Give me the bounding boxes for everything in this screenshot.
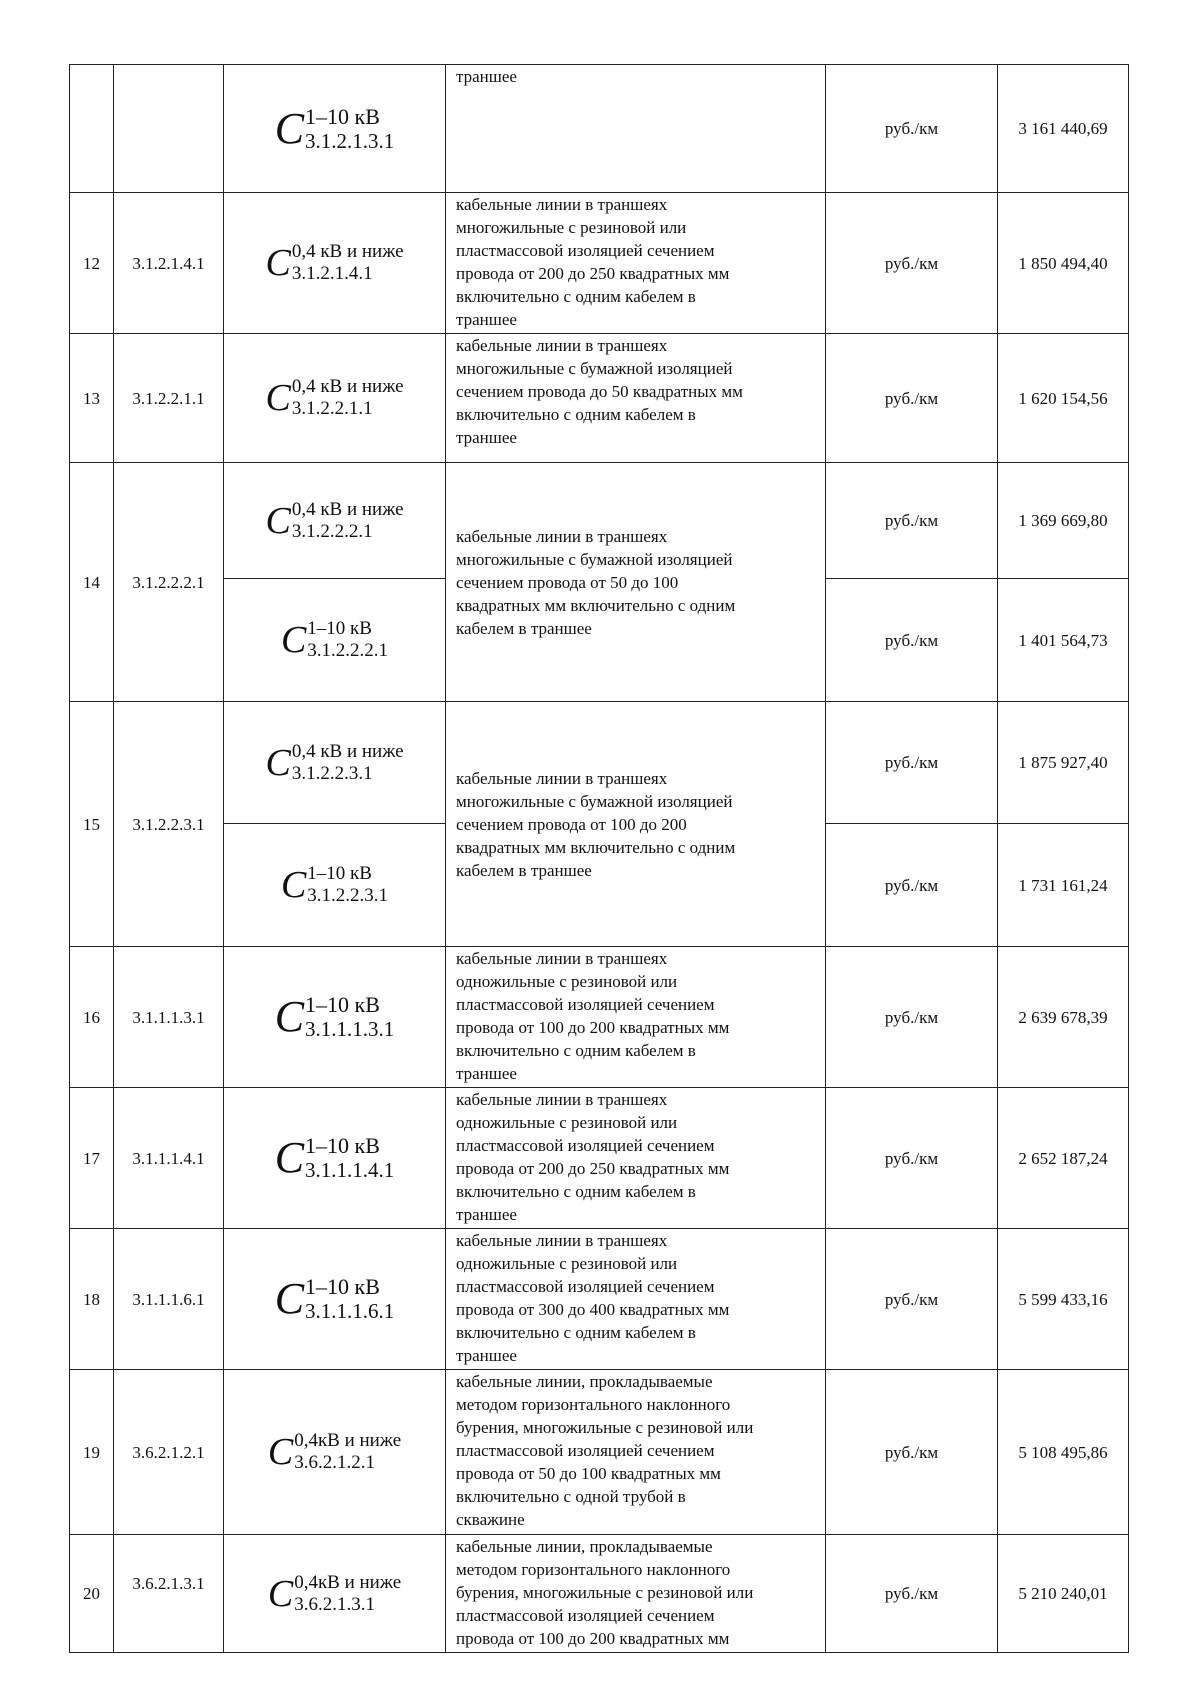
description-text: кабельные линии в траншеях многожильные с бумажной изоляцией сечением провода от 100 до 200 квадратных мм включительно с одним кабелем в траншее bbox=[456, 768, 736, 880]
rate-symbol bbox=[224, 702, 446, 824]
rate-subscript: 3.1.1.1.4.1 bbox=[305, 1158, 395, 1182]
row-code: 3.1.2.2.1.1 bbox=[114, 334, 224, 463]
rate-formula: C 1–10 кВ 3.1.1.1.6.1 bbox=[274, 1274, 395, 1323]
description-text: кабельные линии в траншеях одножильные с резиновой или пластмассовой изоляцией сечением провода от 200 до 250 квадратных мм включительно с одним кабелем в траншее bbox=[456, 1090, 730, 1224]
rate-superscript: 1–10 кВ bbox=[305, 1133, 380, 1158]
rate-superscript: 0,4 кВ и ниже bbox=[291, 740, 404, 762]
row-value: 2 639 678,39 bbox=[998, 947, 1129, 1088]
row-description bbox=[446, 1535, 826, 1653]
row-unit: руб./км bbox=[826, 1088, 998, 1229]
row-code: 3.1.2.2.2.1 bbox=[114, 463, 224, 702]
row-value: 1 369 669,80 bbox=[998, 463, 1129, 579]
rate-symbol bbox=[224, 1088, 446, 1229]
rate-subscript: 3.6.2.1.3.1 bbox=[294, 1593, 375, 1615]
rate-symbol bbox=[224, 1370, 446, 1535]
rate-formula: C 1–10 кВ 3.1.2.1.3.1 bbox=[274, 103, 395, 153]
row-value: 5 599 433,16 bbox=[998, 1229, 1129, 1370]
row-unit: руб./км bbox=[826, 334, 998, 463]
table-row bbox=[70, 1535, 1129, 1653]
table-row bbox=[70, 1088, 1129, 1229]
row-code: 3.1.1.1.6.1 bbox=[114, 1229, 224, 1370]
description-text: кабельные линии в траншеях многожильные с резиновой или пластмассовой изоляцией сечением провода от 200 до 250 квадратных мм включительно с одним кабелем в траншее bbox=[456, 195, 730, 329]
row-number: 17 bbox=[70, 1088, 114, 1229]
rate-superscript: 0,4 кВ и ниже bbox=[291, 376, 404, 397]
row-code: 3.6.2.1.2.1 bbox=[114, 1370, 224, 1535]
row-unit: руб./км bbox=[826, 947, 998, 1088]
row-unit: руб./км bbox=[826, 463, 998, 579]
row-code bbox=[114, 1535, 224, 1653]
row-value: 5 108 495,86 bbox=[998, 1370, 1129, 1535]
row-code: 3.1.1.1.4.1 bbox=[114, 1088, 224, 1229]
row-description bbox=[446, 334, 826, 463]
rate-superscript: 1–10 кВ bbox=[305, 1274, 380, 1299]
row-number: 14 bbox=[70, 463, 114, 702]
row-code: 3.1.2.2.3.1 bbox=[114, 702, 224, 947]
rate-subscript: 3.1.2.2.3.1 bbox=[291, 762, 373, 784]
table-row bbox=[70, 1370, 1129, 1535]
rate-symbol bbox=[224, 1229, 446, 1370]
rate-subscript: 3.1.1.1.3.1 bbox=[305, 1017, 395, 1041]
row-code: 3.1.2.1.4.1 bbox=[114, 193, 224, 334]
rate-subscript: 3.1.2.2.3.1 bbox=[307, 885, 389, 906]
row-number: 15 bbox=[70, 702, 114, 947]
row-number: 16 bbox=[70, 947, 114, 1088]
rate-superscript: 1–10 кВ bbox=[305, 103, 380, 129]
row-description bbox=[446, 463, 826, 702]
rate-formula: C 0,4кВ и ниже 3.6.2.1.2.1 bbox=[267, 1430, 402, 1473]
rate-subscript: 3.1.2.1.3.1 bbox=[305, 128, 395, 153]
rate-symbol bbox=[224, 193, 446, 334]
row-value: 1 875 927,40 bbox=[998, 702, 1129, 824]
row-number: 19 bbox=[70, 1370, 114, 1535]
rate-subscript: 3.1.2.1.4.1 bbox=[291, 263, 373, 284]
row-unit: руб./км bbox=[826, 1370, 998, 1535]
row-description bbox=[446, 1370, 826, 1535]
row-number: 13 bbox=[70, 334, 114, 463]
rate-symbol bbox=[224, 463, 446, 579]
row-number: 18 bbox=[70, 1229, 114, 1370]
row-code bbox=[114, 65, 224, 193]
rate-subscript: 3.1.2.2.2.1 bbox=[291, 520, 373, 542]
row-number bbox=[70, 65, 114, 193]
rate-formula: C 1–10 кВ 3.1.1.1.3.1 bbox=[274, 992, 395, 1041]
table-row bbox=[70, 947, 1129, 1088]
row-value: 2 652 187,24 bbox=[998, 1088, 1129, 1229]
table-row bbox=[70, 702, 1129, 824]
rate-superscript: 0,4 кВ и ниже bbox=[291, 241, 404, 262]
rate-subscript: 3.1.2.2.2.1 bbox=[307, 640, 389, 661]
description-text: кабельные линии в траншеях одножильные с резиновой или пластмассовой изоляцией сечением провода от 300 до 400 квадратных мм включительно с одним кабелем в траншее bbox=[456, 1231, 730, 1365]
row-unit: руб./км bbox=[826, 579, 998, 702]
rate-symbol bbox=[224, 579, 446, 702]
row-unit: руб./км bbox=[826, 1535, 998, 1653]
rate-subscript: 3.6.2.1.2.1 bbox=[294, 1452, 375, 1473]
row-number: 20 bbox=[70, 1535, 114, 1653]
rate-superscript: 0,4кВ и ниже bbox=[294, 1571, 402, 1593]
rate-formula: C 1–10 кВ 3.1.2.2.2.1 bbox=[280, 618, 389, 661]
row-value: 5 210 240,01 bbox=[998, 1535, 1129, 1653]
row-description bbox=[446, 193, 826, 334]
row-value: 1 401 564,73 bbox=[998, 579, 1129, 702]
rate-formula: C 1–10 кВ 3.1.2.2.3.1 bbox=[280, 863, 389, 906]
rate-subscript: 3.1.2.2.1.1 bbox=[291, 398, 373, 419]
rate-formula: C 0,4 кВ и ниже 3.1.2.2.2.1 bbox=[265, 498, 404, 542]
rate-superscript: 0,4 кВ и ниже bbox=[291, 498, 404, 520]
tariff-table bbox=[69, 64, 1129, 1653]
description-text: кабельные линии в траншеях многожильные с бумажной изоляцией сечением провода до 50 квадратных мм включительно с одним кабелем в траншее bbox=[456, 336, 743, 447]
row-unit: руб./км bbox=[826, 65, 998, 193]
row-description bbox=[446, 65, 826, 193]
table-row bbox=[70, 65, 1129, 193]
table-row bbox=[70, 334, 1129, 463]
rate-formula: C 0,4 кВ и ниже 3.1.2.2.1.1 bbox=[265, 376, 404, 419]
row-unit: руб./км bbox=[826, 702, 998, 824]
row-number: 12 bbox=[70, 193, 114, 334]
row-value: 1 850 494,40 bbox=[998, 193, 1129, 334]
row-value: 3 161 440,69 bbox=[998, 65, 1129, 193]
description-text: кабельные линии, прокладываемые методом горизонтального наклонного бурения, многожильные с резиновой или пластмассовой изоляцией сечением провода от 50 до 100 квадратных мм включительно с одной трубой в скважине bbox=[456, 1372, 754, 1529]
rate-superscript: 1–10 кВ bbox=[305, 992, 380, 1017]
row-unit: руб./км bbox=[826, 193, 998, 334]
table-row bbox=[70, 463, 1129, 579]
rate-formula: C 0,4 кВ и ниже 3.1.2.2.3.1 bbox=[265, 740, 404, 784]
rate-superscript: 0,4кВ и ниже bbox=[294, 1430, 402, 1451]
rate-formula: C 1–10 кВ 3.1.1.1.4.1 bbox=[274, 1133, 395, 1182]
row-description bbox=[446, 947, 826, 1088]
rate-subscript: 3.1.1.1.6.1 bbox=[305, 1299, 395, 1323]
description-text: кабельные линии, прокладываемые методом горизонтального наклонного бурения, многожильные с резиновой или пластмассовой изоляцией сечением провода от 100 до 200 квадратных мм bbox=[456, 1537, 754, 1648]
rate-symbol bbox=[224, 334, 446, 463]
row-value: 1 731 161,24 bbox=[998, 824, 1129, 947]
description-text: траншее bbox=[456, 67, 517, 86]
rate-formula: C 0,4 кВ и ниже 3.1.2.1.4.1 bbox=[265, 241, 404, 284]
rate-symbol bbox=[224, 1535, 446, 1653]
rate-symbol bbox=[224, 65, 446, 193]
row-unit: руб./км bbox=[826, 1229, 998, 1370]
rate-superscript: 1–10 кВ bbox=[307, 618, 372, 639]
row-value: 1 620 154,56 bbox=[998, 334, 1129, 463]
rate-superscript: 1–10 кВ bbox=[307, 863, 372, 884]
description-text: кабельные линии в траншеях одножильные с резиновой или пластмассовой изоляцией сечением провода от 100 до 200 квадратных мм включительно с одним кабелем в траншее bbox=[456, 949, 730, 1083]
table-row bbox=[70, 1229, 1129, 1370]
row-unit: руб./км bbox=[826, 824, 998, 947]
row-code-text: 3.6.2.1.3.1 bbox=[132, 1574, 205, 1593]
row-description bbox=[446, 702, 826, 947]
rate-formula: C 0,4кВ и ниже 3.6.2.1.3.1 bbox=[267, 1571, 402, 1615]
description-text: кабельные линии в траншеях многожильные с бумажной изоляцией сечением провода от 50 до 100 квадратных мм включительно с одним кабелем в траншее bbox=[456, 526, 736, 638]
row-description bbox=[446, 1088, 826, 1229]
rate-symbol bbox=[224, 947, 446, 1088]
row-code: 3.1.1.1.3.1 bbox=[114, 947, 224, 1088]
table-row bbox=[70, 193, 1129, 334]
rate-symbol bbox=[224, 824, 446, 947]
row-description bbox=[446, 1229, 826, 1370]
